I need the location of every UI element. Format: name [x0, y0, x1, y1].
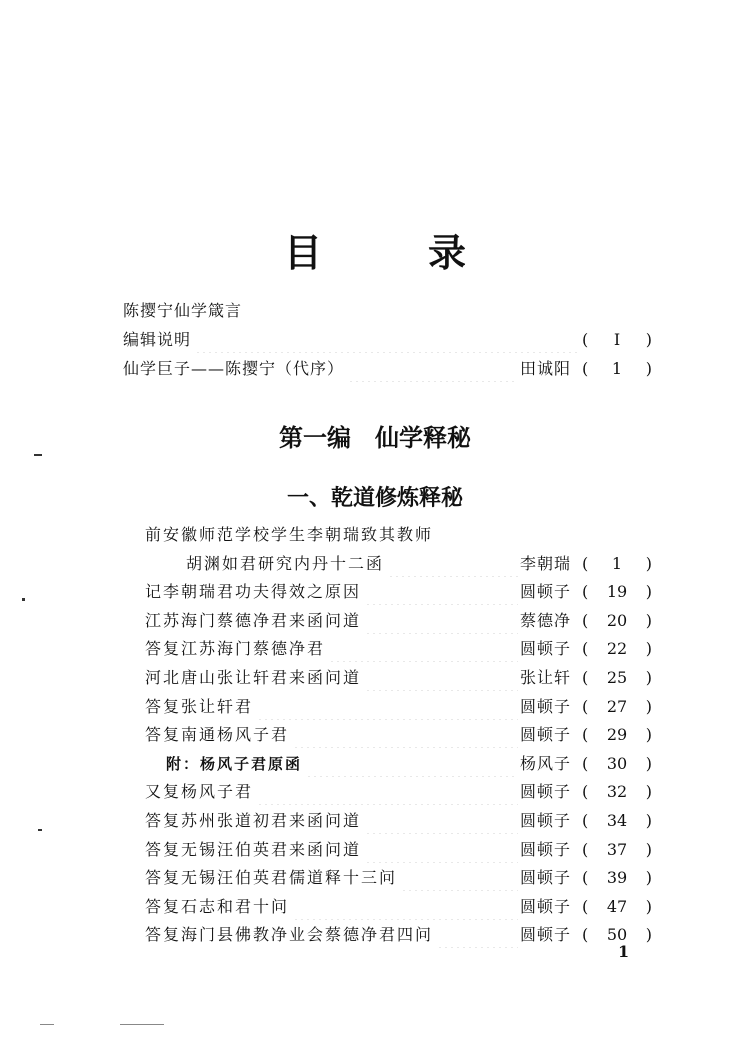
- toc-entry-author: 圆顿子: [520, 868, 572, 888]
- open-paren: (: [582, 582, 589, 602]
- toc-entry-page: [582, 808, 652, 834]
- close-paren: ): [645, 359, 652, 378]
- open-paren: (: [582, 811, 589, 830]
- open-paren: (: [582, 725, 589, 745]
- toc-entry-author: 圆顿子: [520, 696, 572, 716]
- toc-entry-title: 答复苏州张道初君来函问道: [145, 811, 362, 830]
- toc-entry-title: 又复杨风子君: [145, 782, 254, 802]
- toc-entry-page: [582, 608, 652, 634]
- toc-entry-author: 蔡德净: [520, 610, 572, 630]
- toc-entry-page: [582, 636, 652, 662]
- close-paren: ): [645, 896, 652, 916]
- open-paren: (: [582, 668, 589, 687]
- page-number-value: 22: [606, 639, 628, 659]
- open-paren: (: [582, 896, 589, 916]
- toc-entry: [0, 356, 750, 382]
- close-paren: ): [645, 639, 652, 659]
- close-paren: ): [645, 330, 652, 349]
- toc-entry-title: 胡渊如君研究内丹十二函: [186, 553, 385, 573]
- close-paren: ): [645, 811, 652, 830]
- toc-entry-author: 圆顿子: [520, 639, 572, 659]
- toc-entry: [0, 694, 750, 720]
- toc-entry-author: 圆顿子: [520, 811, 572, 830]
- dot-leader: [293, 894, 518, 920]
- toc-entry: [0, 751, 750, 777]
- close-paren: ): [645, 610, 652, 630]
- toc-entry: [0, 608, 750, 634]
- toc-entry-page: [582, 327, 652, 353]
- toc-entry-author: 圆顿子: [520, 782, 572, 802]
- close-paren: ): [645, 668, 652, 687]
- dot-leader: [365, 579, 518, 605]
- dot-leader: [401, 865, 518, 891]
- dot-leader: [365, 608, 518, 634]
- page-number-value: 34: [606, 811, 628, 830]
- toc-entry-title: 答复石志和君十问: [145, 896, 290, 916]
- page-number-value: 1: [611, 553, 623, 573]
- open-paren: (: [582, 839, 589, 859]
- open-paren: (: [582, 868, 589, 888]
- close-paren: ): [645, 725, 652, 745]
- toc-entry-title: 答复海门县佛教净业会蔡德净君四问: [145, 925, 434, 945]
- toc-entry-page: [582, 356, 652, 382]
- page-number-value: 30: [606, 753, 628, 773]
- toc-entry-title: 附：杨风子君原函: [166, 754, 303, 773]
- toc-entry-title: 答复张让轩君: [145, 696, 254, 716]
- close-paren: ): [645, 553, 652, 573]
- dot-leader: [365, 665, 518, 691]
- toc-entry-author: 李朝瑞: [520, 553, 572, 573]
- toc-entry-title: 答复无锡汪伯英君来函问道: [145, 839, 362, 859]
- toc-entry: [0, 894, 750, 920]
- page-number-value: 50: [606, 925, 628, 945]
- open-paren: (: [582, 553, 589, 573]
- toc-entry-page: [582, 894, 652, 920]
- open-paren: (: [582, 753, 589, 773]
- page-number: 1: [618, 942, 630, 961]
- dot-leader: [365, 837, 518, 863]
- scan-mark: [40, 1024, 54, 1025]
- page-number-value: 1: [611, 359, 623, 378]
- toc-entry: [0, 865, 750, 891]
- toc-entry-title: 陈撄宁仙学箴言: [123, 301, 243, 320]
- toc-entry: [0, 551, 750, 577]
- scan-mark: [22, 598, 25, 601]
- dot-leader: [257, 694, 518, 720]
- page-title: 目 录: [283, 231, 500, 275]
- toc-entry: [0, 579, 750, 605]
- toc-entry-author: 圆顿子: [520, 839, 572, 859]
- toc-entry: [0, 665, 750, 691]
- close-paren: ): [645, 925, 652, 945]
- toc-entry: [0, 522, 750, 548]
- toc-entry-author: 田诚阳: [520, 359, 572, 378]
- dot-leader: [306, 751, 518, 777]
- toc-entry-author: 圆顿子: [520, 896, 572, 916]
- toc-entry: [0, 327, 750, 353]
- toc-entry-title: 答复无锡汪伯英君儒道释十三问: [145, 868, 398, 888]
- toc-entry-author: 杨风子: [520, 753, 572, 773]
- toc-entry-page: [582, 694, 652, 720]
- dot-leader: [365, 808, 518, 834]
- close-paren: ): [645, 782, 652, 802]
- toc-entry-title: 河北唐山张让轩君来函问道: [145, 668, 362, 687]
- page-number-value: 47: [606, 896, 628, 916]
- scan-mark: [120, 1024, 164, 1025]
- dot-leader: [293, 722, 518, 748]
- toc-entry-title: 记李朝瑞君功夫得效之原因: [145, 582, 362, 602]
- toc-entry-page: [582, 551, 652, 577]
- page-number-value: 29: [606, 725, 628, 745]
- close-paren: ): [645, 696, 652, 716]
- page-number-value: 27: [606, 696, 628, 716]
- page-number-value: 25: [606, 668, 628, 687]
- scan-mark: [34, 454, 42, 456]
- toc-entry-title: 答复江苏海门蔡德净君: [145, 639, 326, 659]
- chapter-title: 一、乾道修炼释秘: [286, 486, 463, 511]
- toc-entry-page: [582, 751, 652, 777]
- toc-entry-page: [582, 922, 652, 948]
- toc-entry: [0, 922, 750, 948]
- open-paren: (: [582, 330, 589, 349]
- dot-leader: [329, 636, 518, 662]
- toc-entry: [0, 837, 750, 863]
- toc-entry: [0, 636, 750, 662]
- toc-entry-page: [582, 722, 652, 748]
- toc-entry-author: 圆顿子: [520, 925, 572, 945]
- open-paren: (: [582, 782, 589, 802]
- toc-entry-title: 编辑说明: [123, 330, 192, 349]
- toc-entry: [0, 722, 750, 748]
- page-number-value: 19: [606, 582, 628, 602]
- open-paren: (: [582, 610, 589, 630]
- toc-entry-author: 圆顿子: [520, 725, 572, 745]
- page-number-value: Ⅰ: [613, 330, 621, 349]
- close-paren: ): [645, 582, 652, 602]
- open-paren: (: [582, 925, 589, 945]
- dot-leader: [388, 551, 518, 577]
- close-paren: ): [645, 839, 652, 859]
- toc-entry: [0, 779, 750, 805]
- dot-leader: [348, 356, 518, 382]
- page-number-value: 32: [606, 782, 628, 802]
- toc-entry-page: [582, 837, 652, 863]
- dot-leader: [195, 327, 580, 353]
- dot-leader: [437, 922, 518, 948]
- toc-entry-author: 圆顿子: [520, 582, 572, 602]
- toc-entry: [0, 808, 750, 834]
- part-title: 第一编 仙学释秘: [279, 424, 471, 452]
- page-number-value: 37: [606, 839, 628, 859]
- toc-entry-page: [582, 665, 652, 691]
- page-number-value: 20: [606, 610, 628, 630]
- open-paren: (: [582, 696, 589, 716]
- toc-entry-title: 前安徽师范学校学生李朝瑞致其教师: [145, 525, 434, 544]
- toc-entry-page: [582, 779, 652, 805]
- close-paren: ): [645, 753, 652, 773]
- toc-entry-page: [582, 579, 652, 605]
- page-number-value: 39: [606, 868, 628, 888]
- close-paren: ): [645, 868, 652, 888]
- open-paren: (: [582, 359, 589, 378]
- dot-leader: [257, 779, 518, 805]
- toc-entry-page: [582, 865, 652, 891]
- toc-entry-author: 张让轩: [520, 668, 572, 687]
- scan-mark: [38, 829, 42, 831]
- toc-entry-title: 答复南通杨风子君: [145, 725, 290, 745]
- open-paren: (: [582, 639, 589, 659]
- toc-entry: [0, 298, 750, 324]
- toc-entry-title: 仙学巨子——陈撄宁（代序）: [123, 359, 345, 378]
- toc-entry-title: 江苏海门蔡德净君来函问道: [145, 610, 362, 630]
